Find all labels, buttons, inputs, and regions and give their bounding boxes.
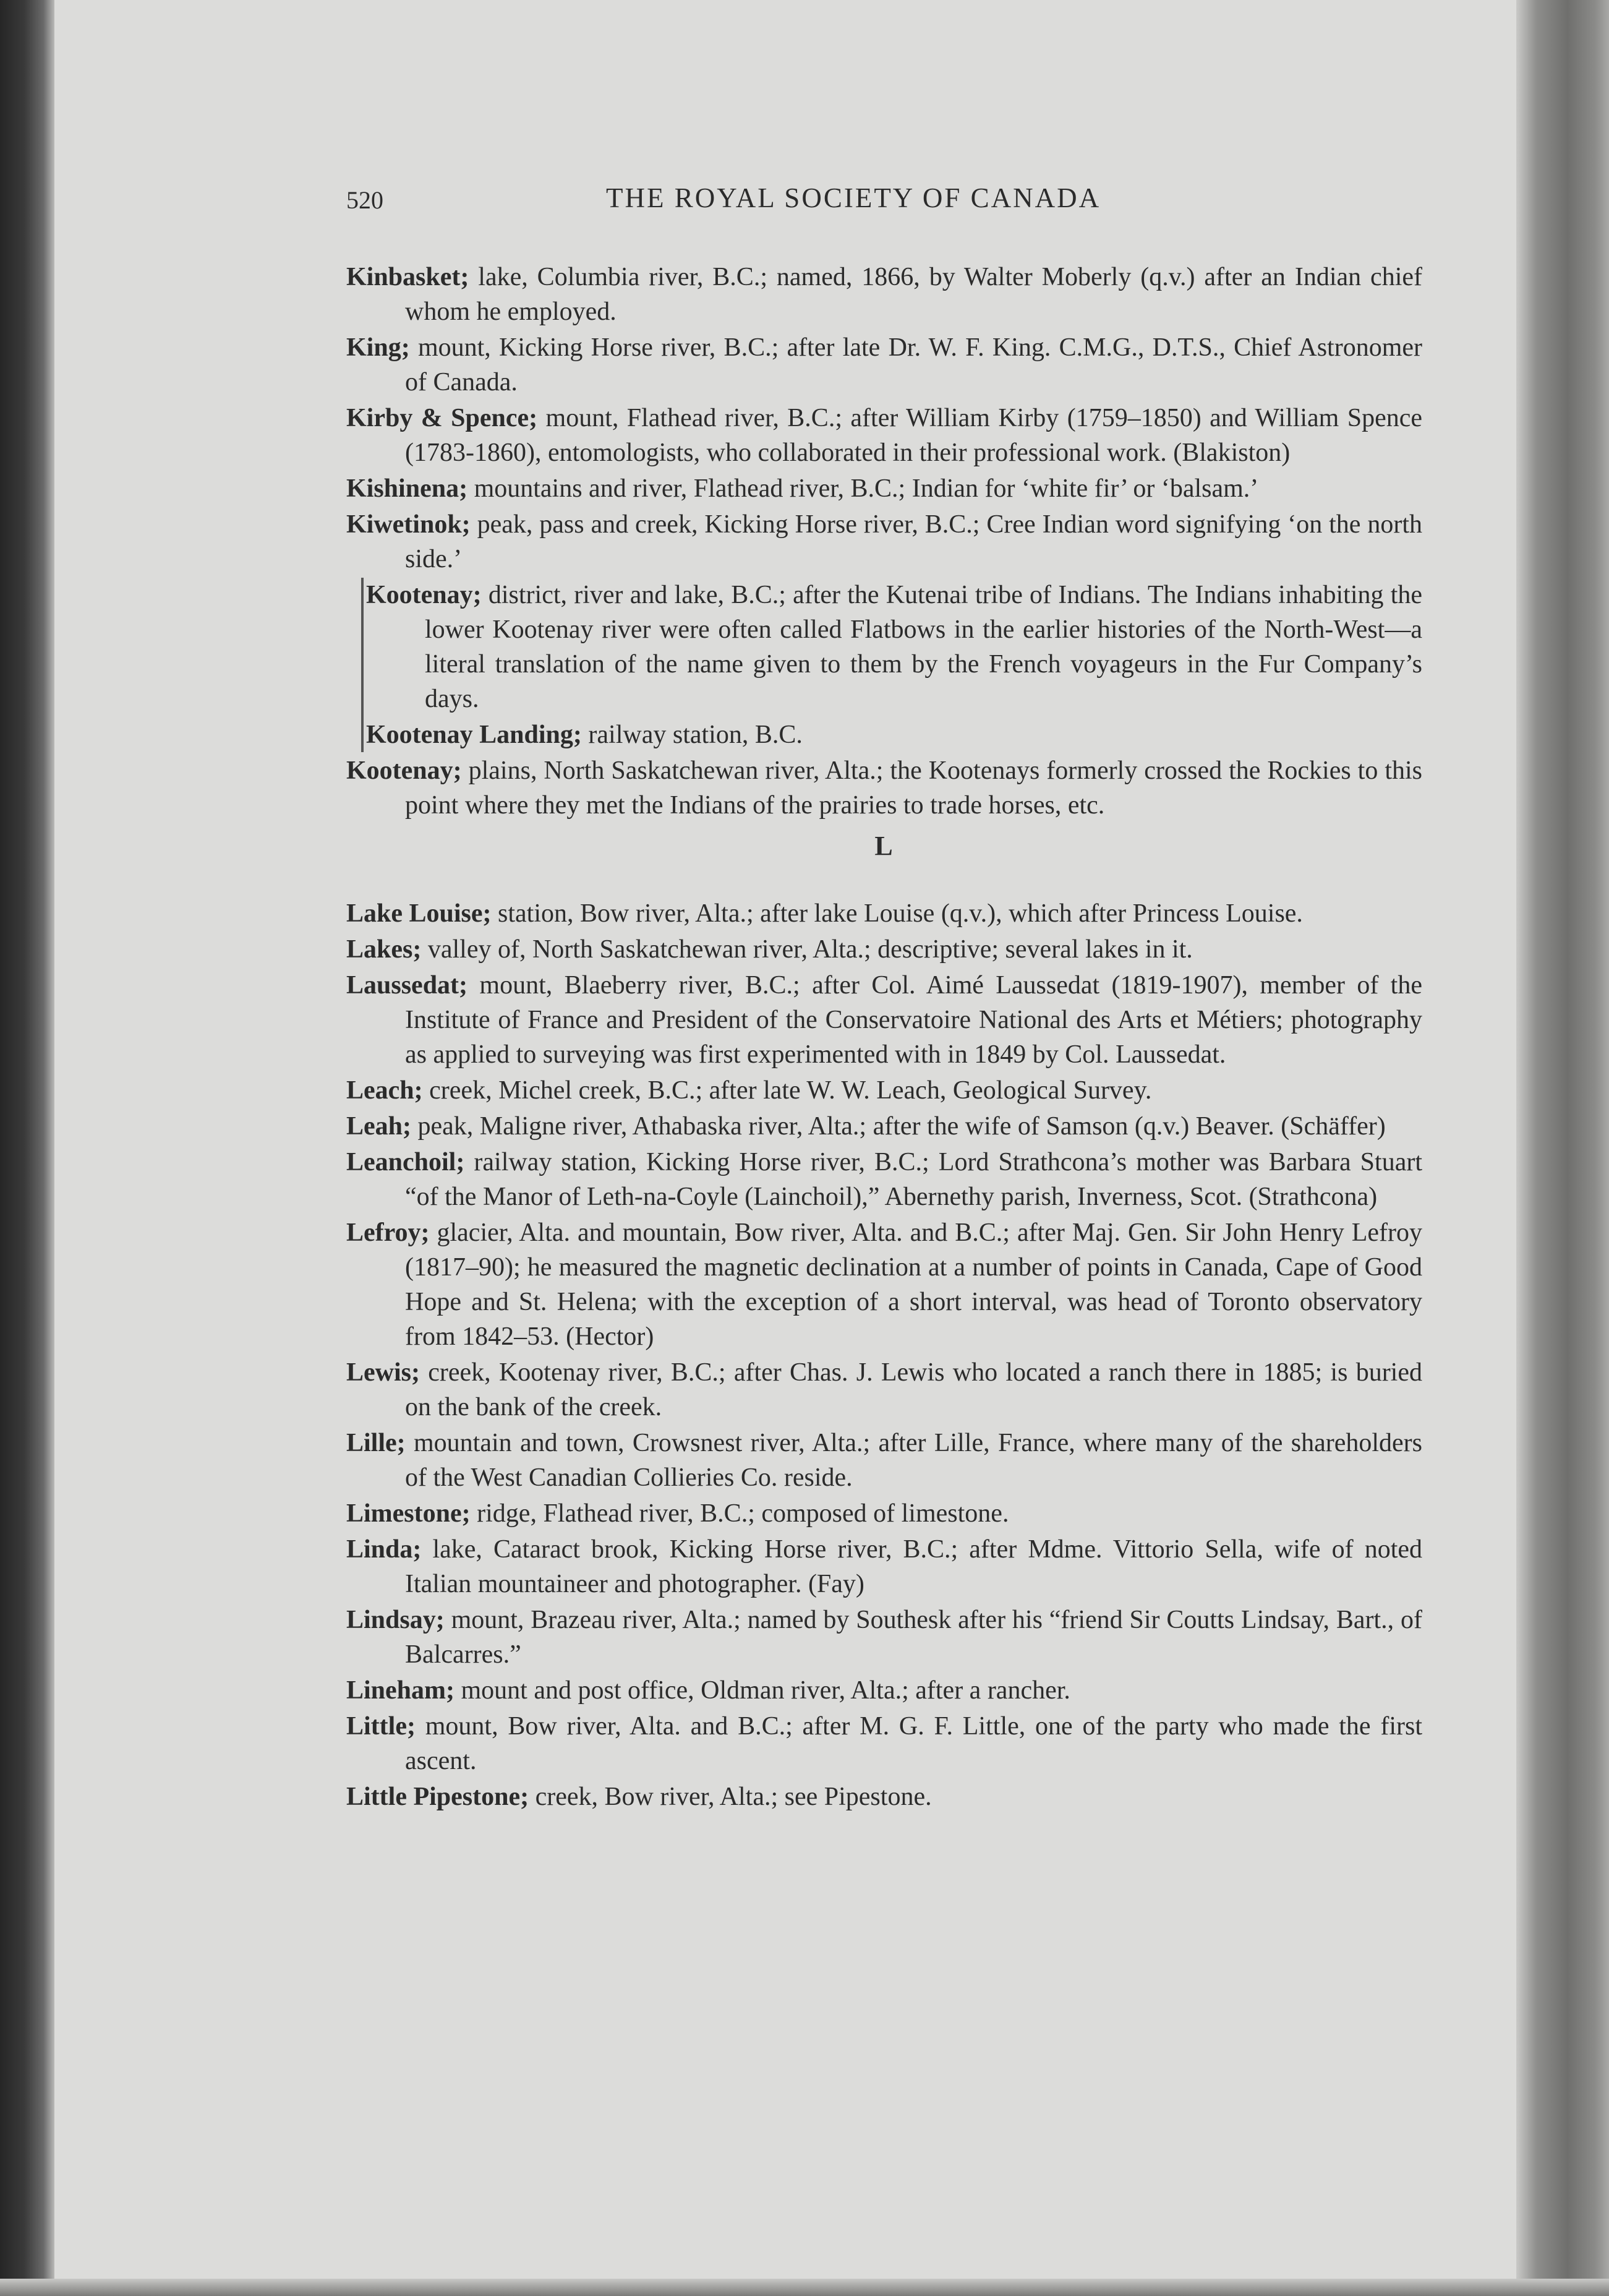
dictionary-entry xyxy=(346,1073,1422,1108)
entry-definition: creek, Bow river, Alta.; see Pipestone. xyxy=(529,1783,932,1811)
bracketed-entry-group xyxy=(361,578,1422,752)
dictionary-entry xyxy=(346,1603,1422,1672)
entries-l-list xyxy=(346,896,1422,1814)
entry-headword: Kishinena; xyxy=(346,474,468,503)
dictionary-entry xyxy=(346,1709,1422,1778)
running-head xyxy=(346,179,1422,223)
dictionary-entry xyxy=(346,1355,1422,1424)
entry-headword: Lewis; xyxy=(346,1358,420,1387)
entry-headword: Leanchoil; xyxy=(346,1148,465,1176)
entry-headword: Lindsay; xyxy=(346,1606,445,1634)
entry-headword: Little Pipestone; xyxy=(346,1783,529,1811)
entry-definition: mount, Flathead river, B.C.; after William Kirby (1759–1850) and William Spence (1783-1860), entomologists, who collaborated in their professional work. (Blakiston) xyxy=(405,404,1422,467)
entry-definition: railway station, Kicking Horse river, B.C.; Lord Strathcona’s mother was Barbara Stuart “of the Manor of Leth-na-Coyle (Lainchoil),” Abernethy parish, Inverness, Scot. (Strathcona) xyxy=(405,1148,1422,1211)
dictionary-entry xyxy=(346,1109,1422,1144)
entry-headword: Lake Louise; xyxy=(346,899,492,928)
entry-headword: King; xyxy=(346,333,410,362)
dictionary-entry xyxy=(366,718,1422,752)
entry-definition: station, Bow river, Alta.; after lake Louise (q.v.), which after Princess Louise. xyxy=(491,899,1303,928)
entry-headword: Kinbasket; xyxy=(346,263,469,291)
dictionary-entry xyxy=(346,1532,1422,1601)
dictionary-entry xyxy=(346,1673,1422,1708)
entry-headword: Limestone; xyxy=(346,1499,471,1528)
entry-headword: Kiwetinok; xyxy=(346,510,471,539)
dictionary-entry xyxy=(346,932,1422,967)
dictionary-entry xyxy=(346,753,1422,823)
dictionary-entry xyxy=(346,471,1422,506)
page-number: 520 xyxy=(346,186,383,214)
page-binding-edge xyxy=(0,0,54,2296)
entries-k-list xyxy=(346,260,1422,576)
entry-definition: mount and post office, Oldman river, Alta.; after a rancher. xyxy=(455,1676,1070,1705)
entry-headword: Kootenay; xyxy=(366,581,482,609)
dictionary-entry xyxy=(346,401,1422,470)
dictionary-entry xyxy=(366,578,1422,716)
dictionary-entry xyxy=(346,968,1422,1072)
entry-definition: valley of, North Saskatchewan river, Alta.; descriptive; several lakes in it. xyxy=(421,935,1193,964)
page-content xyxy=(346,179,1422,1815)
entry-definition: mount, Kicking Horse river, B.C.; after late Dr. W. F. King. C.M.G., D.T.S., Chief Astronomer of Canada. xyxy=(405,333,1422,396)
entry-headword: Lineham; xyxy=(346,1676,455,1705)
entry-headword: Lille; xyxy=(346,1429,406,1457)
journal-title: THE ROYAL SOCIETY OF CANADA xyxy=(606,182,1101,213)
entry-definition: creek, Michel creek, B.C.; after late W. W. Leach, Geological Survey. xyxy=(422,1076,1152,1105)
entry-headword: Kirby & Spence; xyxy=(346,404,538,432)
gazetteer-entries xyxy=(346,260,1422,1814)
entry-definition: peak, pass and creek, Kicking Horse river, B.C.; Cree Indian word signifying ‘on the north side.’ xyxy=(405,510,1422,573)
entry-definition: ridge, Flathead river, B.C.; composed of limestone. xyxy=(470,1499,1009,1528)
entry-definition: mountains and river, Flathead river, B.C.; Indian for ‘white fir’ or ‘balsam.’ xyxy=(467,474,1259,503)
dictionary-entry xyxy=(346,260,1422,329)
entry-definition: plains, North Saskatchewan river, Alta.; the Kootenays formerly crossed the Rockies to this point where they met the Indians of the prairies to trade horses, etc. xyxy=(405,756,1422,820)
entry-definition: mount, Brazeau river, Alta.; named by Southesk after his “friend Sir Coutts Lindsay, Bart., of Balcarres.” xyxy=(405,1606,1422,1669)
entry-definition: railway station, B.C. xyxy=(581,721,803,749)
page-bottom-edge xyxy=(0,2279,1609,2296)
dictionary-entry xyxy=(346,896,1422,931)
dictionary-entry xyxy=(346,1426,1422,1495)
section-letter: L xyxy=(874,831,894,861)
entry-headword: Leah; xyxy=(346,1112,411,1141)
entry-definition: creek, Kootenay river, B.C.; after Chas. J. Lewis who located a ranch there in 1885; is buried on the bank of the creek. xyxy=(405,1358,1422,1421)
entry-definition: glacier, Alta. and mountain, Bow river, Alta. and B.C.; after Maj. Gen. Sir John Henry Lefroy (1817–90); he measured the magnetic declination at a number of points in Canada, Cape of Good Hope and St. Helena; with the exception of a short interval, was head of Toronto observatory from 1842–53. (Hector) xyxy=(405,1219,1422,1351)
entry-definition: mountain and town, Crowsnest river, Alta.; after Lille, France, where many of the shareholders of the West Canadian Collieries Co. reside. xyxy=(405,1429,1422,1492)
entry-headword: Lakes; xyxy=(346,935,422,964)
entry-headword: Lefroy; xyxy=(346,1219,430,1247)
entry-headword: Little; xyxy=(346,1712,416,1741)
entry-headword: Leach; xyxy=(346,1076,423,1105)
entries-k-tail-list xyxy=(346,753,1422,823)
entry-definition: peak, Maligne river, Athabaska river, Alta.; after the wife of Samson (q.v.) Beaver. (Schäffer) xyxy=(411,1112,1386,1141)
entry-headword: Kootenay Landing; xyxy=(366,721,582,749)
entry-headword: Linda; xyxy=(346,1535,422,1564)
entry-definition: mount, Blaeberry river, B.C.; after Col. Aimé Laussedat (1819-1907), member of the Institute of France and President of the Conservatoire National des Arts et Métiers; photography as applied to surveying was first experimented with in 1849 by Col. Laussedat. xyxy=(405,971,1422,1069)
entry-definition: lake, Cataract brook, Kicking Horse river, B.C.; after Mdme. Vittorio Sella, wife of noted Italian mountaineer and photographer. (Fay) xyxy=(405,1535,1422,1598)
entry-definition: district, river and lake, B.C.; after the Kutenai tribe of Indians. The Indians inhabiting the lower Kootenay river were often called Flatbows in the earlier histories of the North-West—a literal translation of the name given to them by the French voyageurs in the Fur Company’s days. xyxy=(425,581,1422,713)
entry-headword: Kootenay; xyxy=(346,756,462,785)
dictionary-entry xyxy=(346,507,1422,576)
dictionary-entry xyxy=(346,330,1422,400)
entry-definition: lake, Columbia river, B.C.; named, 1866, by Walter Moberly (q.v.) after an Indian chief whom he employed. xyxy=(405,263,1422,326)
entry-definition: mount, Bow river, Alta. and B.C.; after M. G. F. Little, one of the party who made the first ascent. xyxy=(405,1712,1422,1775)
dictionary-entry xyxy=(346,1496,1422,1531)
page-shadow-edge xyxy=(1516,0,1609,2296)
dictionary-entry xyxy=(346,1215,1422,1354)
entry-headword: Laussedat; xyxy=(346,971,468,1000)
dictionary-entry xyxy=(346,1780,1422,1814)
dictionary-entry xyxy=(346,1145,1422,1214)
